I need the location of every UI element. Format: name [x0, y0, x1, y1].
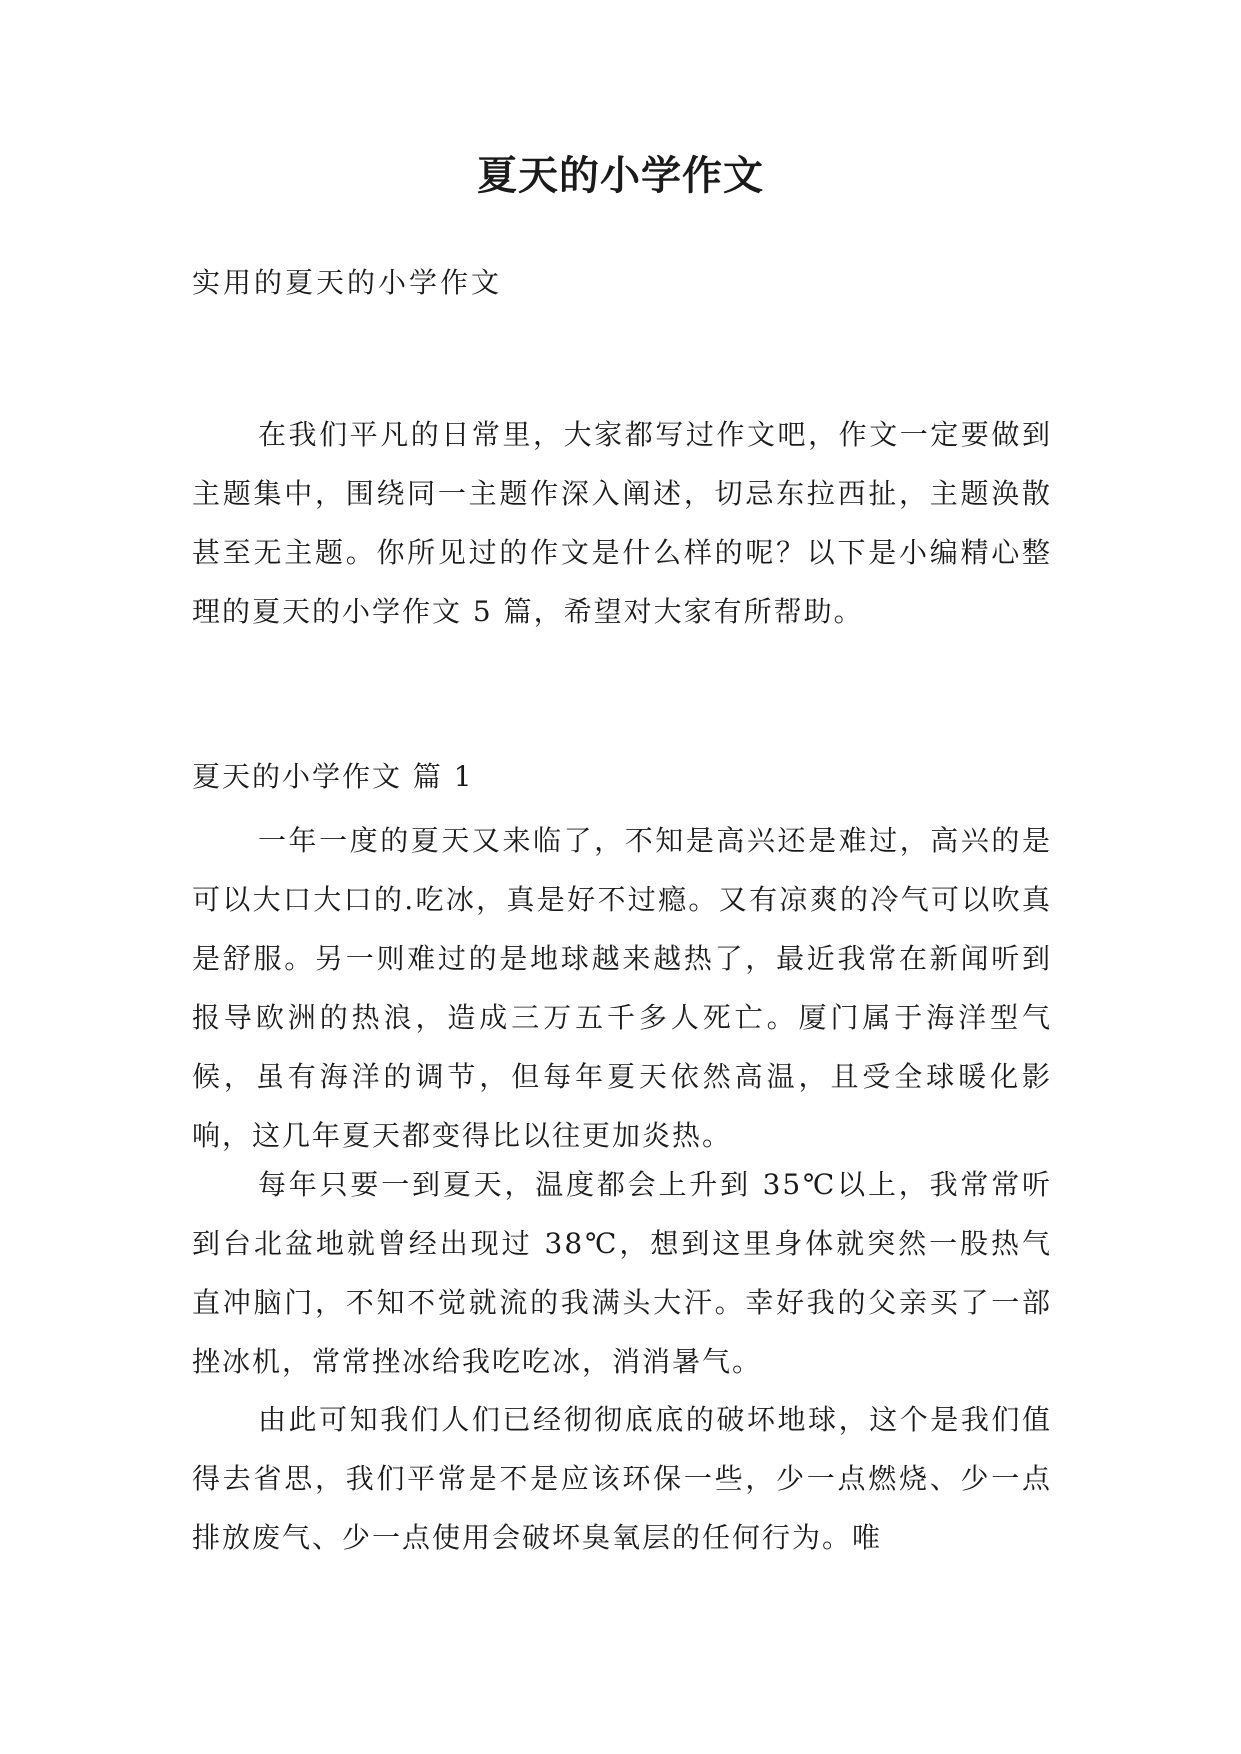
body-paragraph-2: 每年只要一到夏天，温度都会上升到 35℃以上，我常常听到台北盆地就曾经出现过 38℃，想到这里身体就突然一股热气直冲脑门，不知不觉就流的我满头大汗。幸好我的父亲买了一部挫冰机，常常挫冰给我吃吃冰，消消暑气。 — [192, 1168, 1052, 1378]
document-subtitle: 实用的夏天的小学作文 — [192, 266, 503, 299]
body-paragraph-1: 一年一度的夏天又来临了，不知是高兴还是难过，高兴的是可以大口大口的.吃冰，真是好不过瘾。又有凉爽的冷气可以吹真是舒服。另一则难过的是地球越来越热了，最近我常在新闻听到报导欧洲的热浪，造成三万五千多人死亡。厦门属于海洋型气候，虽有海洋的调节，但每年夏天依然高温，且受全球暖化影响，这几年夏天都变得比以往更加炎热。 — [192, 824, 1052, 1152]
body-paragraph-3: 由此可知我们人们已经彻彻底底的破坏地球，这个是我们值得去省思，我们平常是不是应该环保一些，少一点燃烧、少一点排放废气、少一点使用会破坏臭氧层的任何行为。唯 — [192, 1403, 1052, 1554]
intro-paragraph: 在我们平凡的日常里，大家都写过作文吧，作文一定要做到主题集中，围绕同一主题作深入阐述，切忌东拉西扯，主题涣散甚至无主题。你所见过的作文是什么样的呢？以下是小编精心整理的夏天的小学作文 5 篇，希望对大家有所帮助。 — [192, 418, 1052, 628]
document-title: 夏天的小学作文 — [477, 152, 764, 199]
section-heading: 夏天的小学作文 篇 1 — [192, 760, 474, 793]
